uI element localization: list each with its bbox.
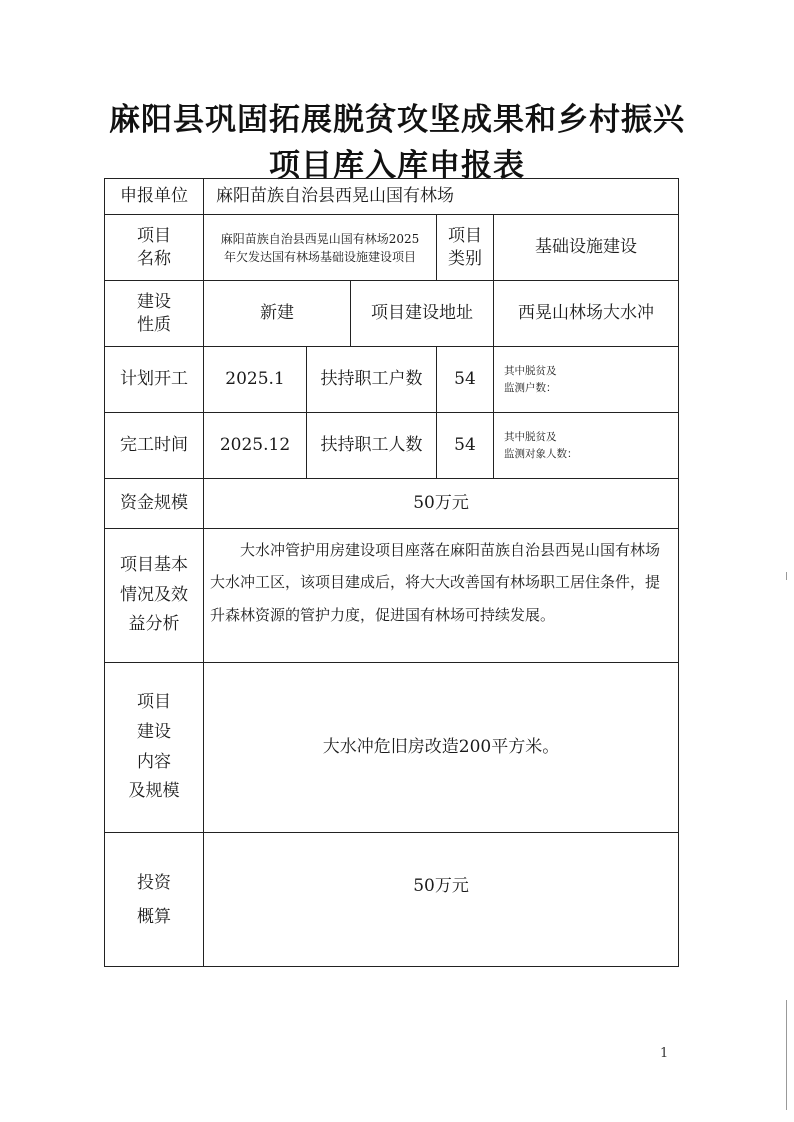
category-label: 项目 类别 bbox=[437, 215, 494, 281]
nature-value: 新建 bbox=[204, 281, 351, 347]
budget-label: 投资 概算 bbox=[105, 833, 204, 967]
households-label: 扶持职工户数 bbox=[307, 347, 437, 413]
row-fund bbox=[105, 479, 679, 529]
row-nature bbox=[105, 281, 679, 347]
basic-analysis-label: 项目基本 情况及效 益分析 bbox=[105, 529, 204, 663]
application-form-table bbox=[104, 178, 679, 967]
fund-label: 资金规模 bbox=[105, 479, 204, 529]
project-name-value: 麻阳苗族自治县西晃山国有林场2025 年欠发达国有林场基础设施建设项目 bbox=[204, 215, 437, 281]
persons-value: 54 bbox=[437, 413, 494, 479]
document-title-line1: 麻阳县巩固拓展脱贫攻坚成果和乡村振兴 bbox=[109, 102, 685, 138]
row-applicant bbox=[105, 179, 679, 215]
row-project-name bbox=[105, 215, 679, 281]
finish-value: 2025.12 bbox=[204, 413, 307, 479]
nature-label: 建设 性质 bbox=[105, 281, 204, 347]
basic-analysis-value: 大水冲管护用房建设项目座落在麻阳苗族自治县西晃山国有林场大水冲工区，该项目建成后，将大大改善国有林场职工居住条件，提升森林资源的管护力度，促进国有林场可持续发展。 bbox=[204, 529, 679, 663]
budget-value: 50万元 bbox=[204, 833, 679, 967]
content-scale-label: 项目 建设 内容 及规模 bbox=[105, 663, 204, 833]
households-value: 54 bbox=[437, 347, 494, 413]
document-title-line2: 项目库入库申报表 bbox=[269, 148, 525, 184]
row-budget bbox=[105, 833, 679, 967]
row-content-scale bbox=[105, 663, 679, 833]
site-label: 项目建设地址 bbox=[351, 281, 494, 347]
site-value: 西晃山林场大水冲 bbox=[494, 281, 679, 347]
persons-note: 其中脱贫及 监测对象人数： bbox=[494, 413, 679, 479]
row-basic-analysis bbox=[105, 529, 679, 663]
row-start bbox=[105, 347, 679, 413]
households-note: 其中脱贫及 监测户数： bbox=[494, 347, 679, 413]
persons-label: 扶持职工人数 bbox=[307, 413, 437, 479]
page-number: 1 bbox=[660, 1046, 669, 1061]
finish-label: 完工时间 bbox=[105, 413, 204, 479]
fund-value: 50万元 bbox=[204, 479, 679, 529]
start-value: 2025.1 bbox=[204, 347, 307, 413]
scan-edge-mark bbox=[786, 1000, 787, 1110]
category-value: 基础设施建设 bbox=[494, 215, 679, 281]
start-label: 计划开工 bbox=[105, 347, 204, 413]
applicant-label: 申报单位 bbox=[105, 179, 204, 215]
project-name-label: 项目 名称 bbox=[105, 215, 204, 281]
content-scale-value: 大水冲危旧房改造200平方米。 bbox=[204, 663, 679, 833]
row-finish bbox=[105, 413, 679, 479]
applicant-value: 麻阳苗族自治县西晃山国有林场 bbox=[204, 179, 679, 215]
scan-edge-mark bbox=[786, 572, 787, 580]
